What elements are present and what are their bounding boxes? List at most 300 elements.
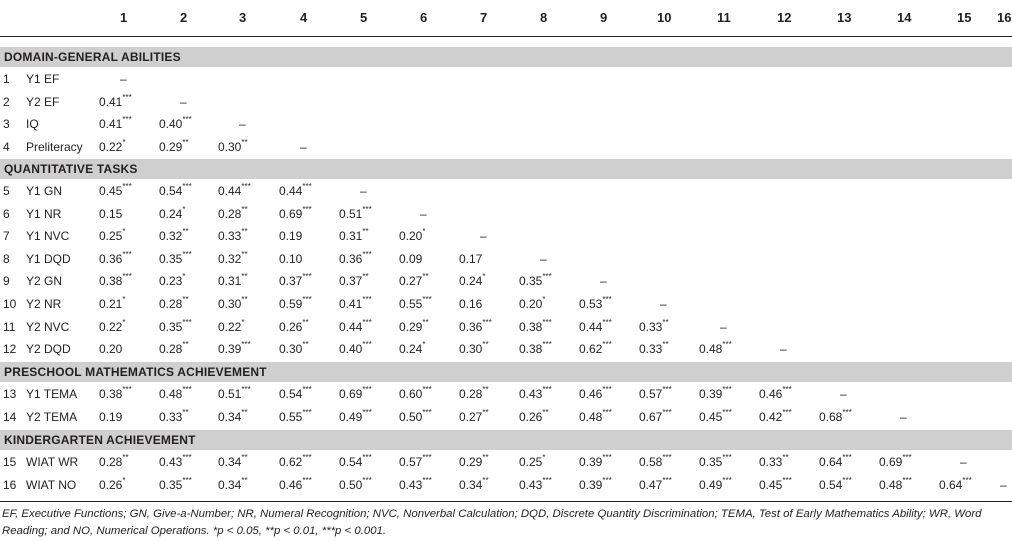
row-label: Y1 NVC	[26, 229, 70, 244]
correlation-cell	[519, 475, 552, 492]
row-number: 8	[3, 251, 10, 266]
significance-stars: ***	[302, 182, 312, 191]
significance-stars: **	[482, 385, 489, 394]
correlation-cell	[420, 207, 427, 221]
significance-stars: **	[182, 340, 189, 350]
cell-value: –	[600, 274, 607, 289]
row-label: Y2 GN	[26, 274, 63, 289]
cell-value: 0.45	[99, 184, 123, 198]
correlation-cell	[218, 387, 251, 401]
cell-value: –	[480, 229, 487, 244]
cell-value: 0.58	[639, 455, 663, 469]
correlation-cell	[660, 297, 667, 311]
cell-value: 0.62	[279, 455, 303, 469]
column-header-7: 7	[480, 10, 488, 25]
significance-stars: **	[422, 317, 429, 327]
correlation-cell	[759, 475, 792, 492]
correlation-cell	[459, 342, 489, 356]
cell-value: 0.43	[159, 455, 183, 469]
significance-stars: ***	[362, 407, 372, 417]
significance-stars: ***	[241, 385, 251, 394]
significance-stars: **	[782, 453, 789, 462]
row-number: 11	[3, 319, 16, 334]
correlation-cell	[99, 274, 132, 288]
column-header-3: 3	[239, 10, 247, 25]
cell-value: 0.29	[399, 319, 423, 334]
cell-value: 0.22	[99, 319, 123, 334]
cell-value: 0.39	[579, 455, 603, 469]
cell-value: 0.38	[519, 342, 543, 357]
table-row	[0, 451, 1012, 473]
significance-stars: ***	[902, 475, 912, 485]
significance-stars: ***	[842, 407, 852, 417]
cell-value: 0.30	[279, 342, 303, 357]
correlation-cell	[399, 252, 422, 266]
cell-value: 0.24	[399, 342, 423, 357]
cell-value: 0.48	[699, 342, 723, 357]
section-header	[0, 362, 1012, 382]
cell-value: 0.54	[339, 455, 363, 469]
significance-stars: ***	[662, 385, 672, 394]
significance-stars: ***	[962, 475, 972, 485]
correlation-cell	[579, 407, 612, 424]
correlation-cell	[699, 407, 732, 424]
column-header-6: 6	[420, 10, 428, 25]
significance-stars: *	[122, 227, 126, 237]
cell-value: 0.34	[218, 477, 242, 492]
correlation-cell	[879, 455, 912, 469]
row-number: 4	[3, 139, 10, 154]
correlation-cell	[459, 274, 485, 288]
cell-value: 0.29	[159, 139, 183, 154]
significance-stars: ***	[362, 475, 372, 485]
correlation-cell	[1000, 478, 1007, 492]
cell-value: 0.39	[579, 477, 603, 492]
row-number: 1	[3, 72, 10, 86]
column-header-8: 8	[540, 10, 548, 25]
significance-stars: **	[241, 272, 248, 282]
significance-stars: ***	[122, 115, 132, 125]
cell-value: 0.44	[579, 319, 603, 334]
cell-value: 0.50	[399, 409, 423, 424]
correlation-cell	[360, 184, 367, 198]
cell-value: 0.46	[279, 477, 303, 492]
correlation-cell	[840, 387, 847, 401]
cell-value: 0.28	[459, 387, 483, 401]
correlation-cell	[459, 475, 489, 492]
cell-value: 0.28	[159, 342, 183, 357]
cell-value: 0.33	[218, 229, 242, 244]
significance-stars: **	[241, 475, 248, 485]
row-label: Preliteracy	[26, 139, 83, 154]
cell-value: –	[239, 117, 246, 132]
correlation-cell	[99, 92, 132, 109]
section-header	[0, 159, 1012, 179]
section-title: PRESCHOOL MATHEMATICS ACHIEVEMENT	[4, 365, 267, 379]
significance-stars: ***	[182, 249, 192, 259]
correlation-cell	[579, 317, 612, 334]
cell-value: 0.54	[159, 184, 183, 198]
significance-stars: **	[302, 317, 309, 327]
significance-stars: *	[182, 272, 186, 282]
correlation-cell	[99, 249, 132, 266]
table-row	[0, 293, 1012, 315]
cell-value: 0.69	[279, 206, 303, 221]
cell-value: 0.38	[99, 387, 123, 401]
cell-value: –	[180, 94, 187, 109]
correlation-cell	[900, 410, 907, 424]
cell-value: 0.54	[279, 387, 303, 401]
correlation-cell	[399, 342, 425, 356]
significance-stars: **	[482, 340, 489, 350]
cell-value: 0.69	[339, 387, 363, 401]
table-row	[0, 338, 1012, 360]
cell-value: 0.28	[99, 455, 123, 469]
column-header-10: 10	[657, 10, 672, 25]
significance-stars: ***	[602, 317, 612, 327]
significance-stars: **	[241, 295, 248, 304]
row-label: Y1 GN	[26, 184, 63, 198]
correlation-cell	[99, 184, 132, 198]
column-header-5: 5	[360, 10, 368, 25]
significance-stars: ***	[722, 475, 732, 485]
correlation-cell	[639, 387, 672, 401]
table-row	[0, 203, 1012, 225]
table-row	[0, 113, 1012, 135]
cell-value: 0.48	[879, 477, 903, 492]
significance-stars: *	[482, 272, 486, 282]
correlation-cell	[159, 342, 189, 356]
bottom-rule	[0, 501, 1012, 502]
cell-value: –	[420, 206, 427, 221]
significance-stars: ***	[482, 317, 492, 327]
cell-value: 0.29	[459, 455, 483, 469]
correlation-cell	[519, 274, 552, 288]
correlation-cell	[159, 204, 186, 221]
section-header	[0, 430, 1012, 450]
row-number: 7	[3, 229, 10, 244]
cell-value: 0.19	[99, 409, 123, 424]
correlation-cell	[279, 387, 312, 401]
cell-value: 0.26	[279, 319, 303, 334]
correlation-cell	[759, 455, 789, 469]
cell-value: 0.68	[819, 409, 843, 424]
cell-value: 0.20	[399, 229, 423, 244]
correlation-cell	[159, 317, 192, 334]
significance-stars: ***	[302, 385, 312, 394]
cell-value: –	[1000, 477, 1007, 492]
correlation-cell	[399, 317, 429, 334]
significance-stars: ***	[542, 475, 552, 485]
cell-value: –	[360, 184, 367, 198]
correlation-cell	[339, 249, 372, 266]
row-label: WIAT NO	[26, 477, 77, 492]
correlation-cell	[639, 475, 672, 492]
correlation-cell	[159, 475, 192, 492]
cell-value: 0.22	[99, 139, 123, 154]
correlation-cell	[699, 475, 732, 492]
significance-stars: ***	[602, 453, 612, 462]
cell-value: 0.48	[579, 409, 603, 424]
row-number: 6	[3, 206, 10, 221]
cell-value: 0.36	[339, 251, 363, 266]
correlation-cell	[540, 252, 547, 266]
row-label: Y1 TEMA	[26, 387, 78, 401]
significance-stars: *	[241, 317, 245, 327]
table-row	[0, 180, 1012, 202]
significance-stars: *	[422, 340, 426, 350]
cell-value: 0.44	[218, 184, 242, 198]
correlation-cell	[300, 140, 307, 154]
cell-value: 0.41	[99, 94, 123, 109]
cell-value: 0.33	[639, 342, 663, 357]
cell-value: 0.24	[459, 274, 483, 289]
row-label: Y2 NVC	[26, 319, 70, 334]
column-header-9: 9	[600, 10, 608, 25]
cell-value: 0.39	[218, 342, 242, 357]
correlation-cell	[159, 137, 189, 154]
correlation-cell	[399, 455, 432, 469]
cell-value: 0.17	[459, 251, 483, 266]
cell-value: 0.50	[339, 477, 363, 492]
cell-value: 0.49	[699, 477, 723, 492]
significance-stars: ***	[842, 453, 852, 462]
significance-stars: **	[422, 272, 429, 282]
cell-value: 0.64	[939, 477, 963, 492]
correlation-cell	[279, 184, 312, 198]
correlation-cell	[699, 387, 732, 401]
correlation-cell	[218, 407, 248, 424]
table-row	[0, 383, 1012, 405]
cell-value: 0.64	[819, 455, 843, 469]
significance-stars: ***	[662, 475, 672, 485]
significance-stars: *	[122, 475, 126, 485]
row-number: 9	[3, 274, 10, 289]
cell-value: 0.44	[339, 319, 363, 334]
cell-value: –	[720, 319, 727, 334]
correlation-cell	[579, 475, 612, 492]
cell-value: 0.45	[759, 477, 783, 492]
significance-stars: **	[182, 407, 189, 417]
cell-value: 0.34	[218, 409, 242, 424]
table-row	[0, 474, 1012, 496]
significance-stars: **	[182, 137, 189, 147]
cell-value: 0.28	[218, 206, 242, 221]
significance-stars: **	[482, 453, 489, 462]
cell-value: 0.51	[218, 387, 242, 401]
significance-stars: ***	[302, 272, 312, 282]
correlation-cell	[339, 407, 372, 424]
cell-value: 0.27	[459, 409, 483, 424]
cell-value: 0.57	[399, 455, 423, 469]
significance-stars: ***	[602, 385, 612, 394]
correlation-cell	[218, 317, 245, 334]
correlation-cell	[399, 297, 432, 311]
correlation-cell	[519, 317, 552, 334]
cell-value: 0.34	[459, 477, 483, 492]
significance-stars: ***	[182, 475, 192, 485]
correlation-cell	[279, 297, 312, 311]
cell-value: 0.33	[759, 455, 783, 469]
cell-value: 0.30	[218, 297, 242, 311]
column-header-15: 15	[957, 10, 972, 25]
significance-stars: **	[482, 475, 489, 485]
correlation-cell	[99, 137, 126, 154]
cell-value: 0.20	[99, 342, 123, 357]
column-header-11: 11	[717, 10, 731, 25]
cell-value: 0.41	[99, 117, 123, 132]
correlation-cell	[159, 297, 189, 311]
correlation-cell	[218, 342, 251, 356]
correlation-cell	[279, 274, 312, 288]
row-label: Y1 EF	[26, 72, 60, 86]
cell-value: 0.55	[279, 409, 303, 424]
correlation-cell	[99, 229, 125, 243]
cell-value: –	[780, 342, 787, 357]
cell-value: 0.59	[279, 297, 303, 311]
significance-stars: **	[362, 227, 369, 237]
correlation-cell	[159, 407, 189, 424]
significance-stars: ***	[182, 182, 192, 191]
significance-stars: *	[182, 204, 186, 214]
correlation-cell	[99, 410, 122, 424]
significance-stars: ***	[362, 204, 372, 214]
cell-value: 0.43	[399, 477, 423, 492]
significance-stars: ***	[241, 182, 251, 191]
significance-stars: ***	[362, 295, 372, 304]
significance-stars: ***	[422, 385, 432, 394]
cell-value: 0.21	[99, 297, 123, 311]
correlation-cell	[639, 407, 672, 424]
correlation-cell	[279, 252, 302, 266]
table-row	[0, 270, 1012, 292]
significance-stars: **	[182, 295, 189, 304]
correlation-cell	[159, 455, 192, 469]
significance-stars: **	[482, 407, 489, 417]
row-label: Y1 NR	[26, 206, 62, 221]
significance-stars: ***	[122, 249, 132, 259]
column-header-13: 13	[837, 10, 852, 25]
significance-stars: ***	[362, 249, 372, 259]
section-title: KINDERGARTEN ACHIEVEMENT	[4, 433, 196, 447]
correlation-cell	[459, 252, 482, 266]
cell-value: 0.26	[99, 477, 123, 492]
significance-stars: ***	[782, 475, 792, 485]
significance-stars: ***	[302, 407, 312, 417]
correlation-cell	[819, 455, 852, 469]
correlation-cell	[519, 407, 549, 424]
significance-stars: ***	[182, 115, 192, 125]
column-header-4: 4	[300, 10, 308, 25]
row-label: Y2 DQD	[26, 342, 71, 357]
significance-stars: ***	[302, 475, 312, 485]
significance-stars: ***	[422, 475, 432, 485]
correlation-cell	[399, 229, 425, 243]
cell-value: 0.33	[639, 319, 663, 334]
cell-value: 0.69	[879, 455, 903, 469]
correlation-cell	[218, 274, 248, 288]
cell-value: 0.35	[159, 477, 183, 492]
table-row	[0, 316, 1012, 338]
correlation-cell	[780, 342, 787, 356]
cell-value: 0.31	[339, 229, 363, 244]
correlation-cell	[459, 297, 482, 311]
row-number: 10	[3, 297, 17, 311]
correlation-cell	[819, 407, 852, 424]
row-number: 3	[3, 117, 10, 132]
significance-stars: ***	[722, 407, 732, 417]
correlation-cell	[339, 475, 372, 492]
significance-stars: *	[542, 295, 546, 304]
correlation-cell	[99, 317, 126, 334]
row-label: Y1 DQD	[26, 251, 71, 266]
row-number: 14	[3, 409, 17, 424]
cell-value: 0.60	[399, 387, 423, 401]
significance-stars: ***	[422, 407, 432, 417]
correlation-cell	[519, 297, 545, 311]
cell-value: 0.39	[699, 387, 723, 401]
significance-stars: ***	[542, 317, 552, 327]
correlation-cell	[99, 387, 132, 401]
row-number: 16	[3, 477, 17, 492]
significance-stars: ***	[782, 407, 792, 417]
cell-value: 0.46	[579, 387, 603, 401]
cell-value: 0.23	[159, 274, 183, 289]
correlation-cell	[218, 184, 251, 198]
row-number: 13	[3, 387, 17, 401]
significance-stars: ***	[182, 385, 192, 394]
significance-stars: *	[122, 317, 126, 327]
significance-stars: ***	[182, 453, 192, 462]
significance-stars: *	[542, 453, 546, 462]
correlation-cell	[699, 342, 732, 356]
cell-value: –	[120, 72, 127, 86]
significance-stars: ***	[662, 453, 672, 462]
significance-stars: ***	[542, 340, 552, 350]
correlation-cell	[159, 184, 192, 198]
correlation-cell	[99, 455, 129, 469]
cell-value: 0.67	[639, 409, 663, 424]
significance-stars: ***	[902, 453, 912, 462]
cell-value: 0.46	[759, 387, 783, 401]
cell-value: 0.40	[159, 117, 183, 132]
correlation-cell	[99, 475, 126, 492]
cell-value: 0.51	[339, 206, 363, 221]
correlation-cell	[459, 387, 489, 401]
cell-value: 0.41	[339, 297, 363, 311]
significance-stars: ***	[602, 295, 612, 304]
correlation-cell	[99, 297, 125, 311]
correlation-cell	[159, 387, 192, 401]
correlation-cell	[399, 407, 432, 424]
significance-stars: ***	[422, 295, 432, 304]
significance-stars: ***	[241, 340, 251, 350]
significance-stars: ***	[602, 475, 612, 485]
cell-value: 0.10	[279, 251, 303, 266]
correlation-cell	[218, 229, 248, 243]
correlation-cell	[600, 274, 607, 288]
correlation-cell	[879, 475, 912, 492]
row-label: Y2 TEMA	[26, 409, 78, 424]
cell-value: –	[840, 387, 847, 401]
significance-stars: **	[241, 407, 248, 417]
significance-stars: **	[362, 272, 369, 282]
correlation-cell	[279, 204, 312, 221]
correlation-cell	[159, 229, 189, 243]
correlation-cell	[279, 475, 312, 492]
cell-value: –	[300, 139, 307, 154]
significance-stars: ***	[302, 453, 312, 462]
